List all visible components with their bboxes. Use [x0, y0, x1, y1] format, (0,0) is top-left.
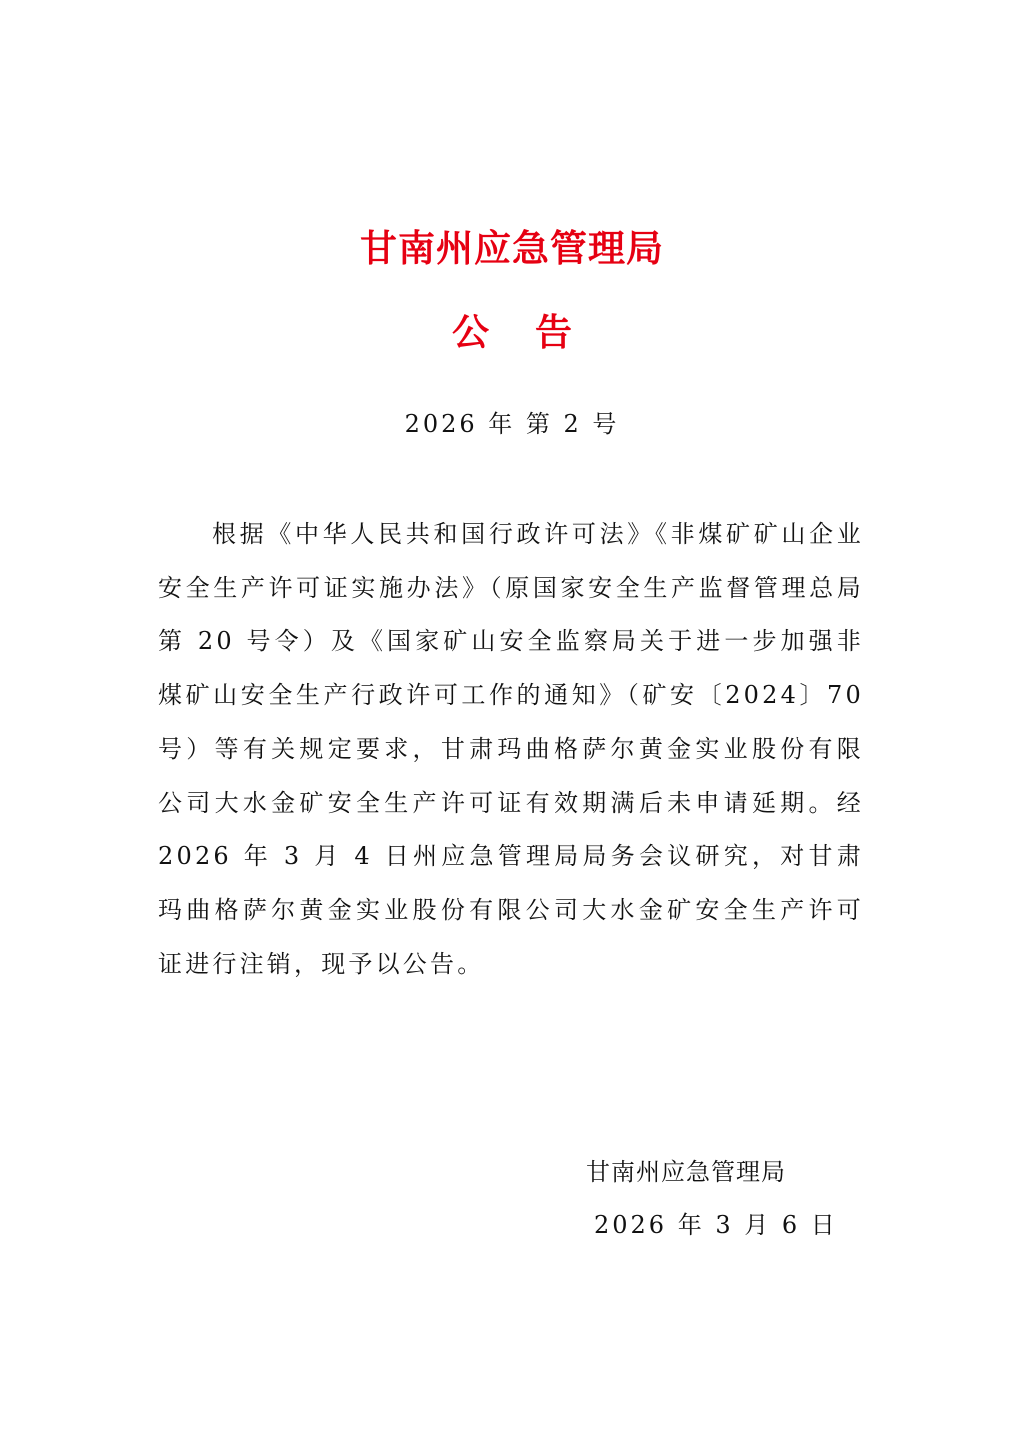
- issuing-organization-title: 甘南州应急管理局: [360, 226, 664, 270]
- document-type-heading: 公告: [452, 310, 618, 354]
- signature-date: 2026 年 3 月 6 日: [594, 1211, 838, 1239]
- signature-organization: 甘南州应急管理局: [586, 1158, 786, 1186]
- document-number: 2026 年 第 2 号: [404, 410, 620, 438]
- announcement-body-paragraph: 根据《中华人民共和国行政许可法》《非煤矿矿山企业安全生产许可证实施办法》（原国家安全生产监督管理总局第 20 号令）及《国家矿山安全监察局关于进一步加强非煤矿山安全生产行政许可工作的通知》（矿安〔2024〕70 号）等有关规定要求，甘肃玛曲格萨尔黄金实业股份有限公司大水金矿安全生产许可证有效期满后未申请延期。经 2026 年 3 月 4 日州应急管理局局务会议研究，对甘肃玛曲格萨尔黄金实业股份有限公司大水金矿安全生产许可证进行注销，现予以公告。: [158, 520, 864, 978]
